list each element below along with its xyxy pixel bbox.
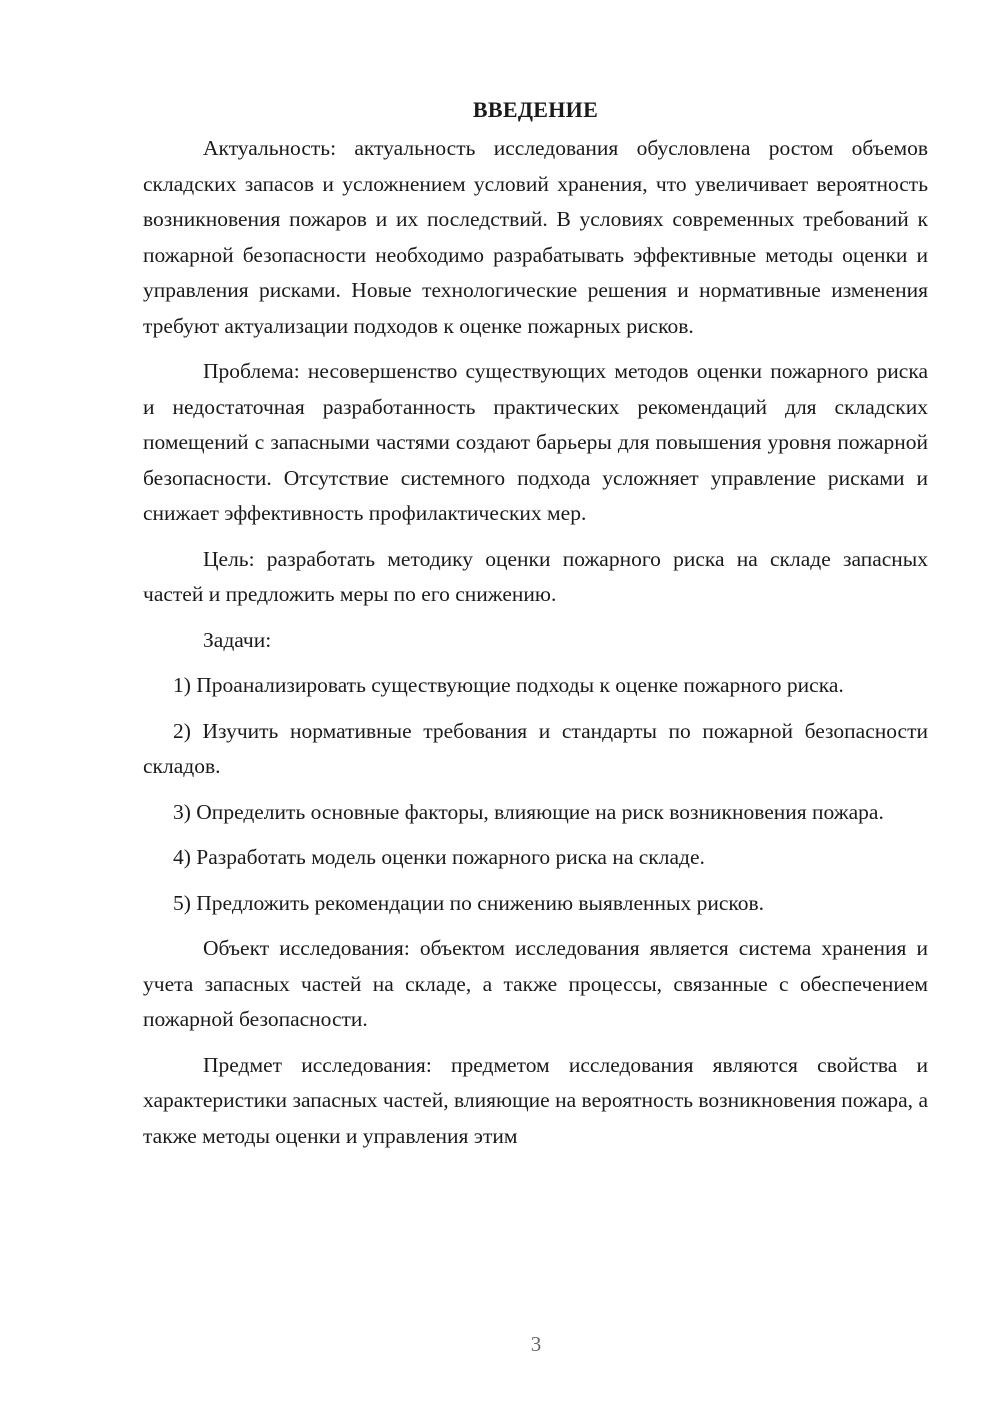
tasks-heading: Задачи: bbox=[203, 627, 272, 652]
task-item: 3) Определить основные факторы, влияющие на риск возникновения пожара. bbox=[173, 799, 884, 824]
task-item: 1) Проанализировать существующие подходы к оценке пожарного риска. bbox=[173, 673, 844, 697]
task-item: 4) Разработать модель оценки пожарного риска на складе. bbox=[173, 845, 705, 869]
goal-paragraph: Цель: разработать методику оценки пожарного риска на складе запасных частей и предложить меры по его снижению. bbox=[143, 546, 928, 606]
section-title: ВВЕДЕНИЕ bbox=[472, 97, 599, 122]
task-item: 5) Предложить рекомендации по снижению выявленных рисков. bbox=[173, 890, 765, 915]
document-page bbox=[143, 92, 928, 1164]
object-paragraph: Объект исследования: объектом исследования является система хранения и учета запасных частей на складе, а также процессы, связанные с обеспечением пожарной безопасности. bbox=[143, 936, 928, 1031]
relevance-paragraph: Актуальность: актуальность исследования обусловлена ростом объемов складских запасов и усложнением условий хранения, что увеличивает вероятность возникновения пожаров и их последствий. В условиях современных требований к пожарной безопасности необходимо разрабатывать эффективные методы оценки и управления рисками. Новые технологические решения и нормативные изменения требуют актуализации подходов к оценке пожарных рисков. bbox=[143, 136, 928, 338]
subject-paragraph: Предмет исследования: предметом исследования являются свойства и характеристики запасных частей, влияющие на вероятность возникновения пожара, а также методы оценки и управления этим bbox=[143, 1052, 928, 1148]
page-number: 3 bbox=[530, 1332, 542, 1356]
problem-paragraph: Проблема: несовершенство существующих методов оценки пожарного риска и недостаточная разработанность практических рекомендаций для складских помещений с запасными частями создают барьеры для повышения уровня пожарной безопасности. Отсутствие системного подхода усложняет управление рисками и снижает эффективность профилактических мер. bbox=[143, 359, 928, 525]
task-item: 2) Изучить нормативные требования и стандарты по пожарной безопасности складов. bbox=[143, 718, 928, 778]
